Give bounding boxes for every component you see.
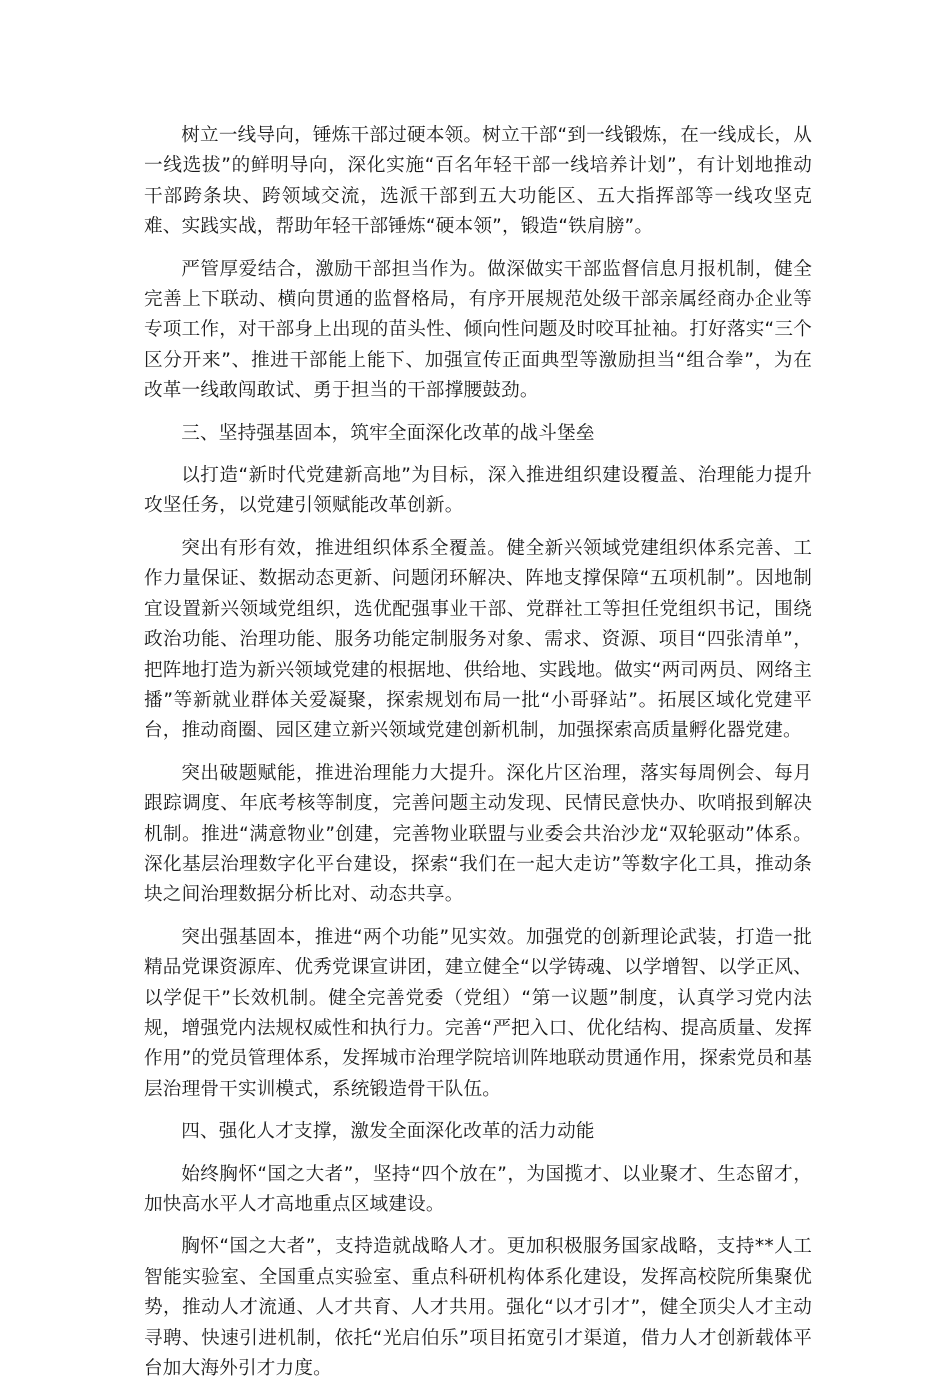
paragraph-section-three-intro: 以打造“新时代党建新高地”为目标，深入推进组织建设覆盖、治理能力提升攻坚任务，以党建引领赋能改革创新。 bbox=[144, 465, 812, 517]
document-body bbox=[144, 121, 812, 1396]
paragraph-strategic-talent: 胸怀“国之大者”，支持造就战略人才。更加积极服务国家战略，支持**人工智能实验室、全国重点实验室、重点科研机构体系化建设，发挥高校院所集聚优势，推动人才流通、人才共育、人才共用。强化“以才引才”，健全顶尖人才主动寻聘、快速引进机制，依托“光启伯乐”项目拓宽引才渠道，借力人才创新载体平台加大海外引才力度。 bbox=[144, 1236, 812, 1380]
paragraph-organization-coverage: 突出有形有效，推进组织体系全覆盖。健全新兴领域党建组织体系完善、工作力量保证、数据动态更新、问题闭环解决、阵地支撑保障“五项机制”。因地制宜设置新兴领域党组织，选优配强事业干部、党群社工等担任党组织书记，围绕政治功能、治理功能、服务功能定制服务对象、需求、资源、项目“四张清单”，把阵地打造为新兴领域党建的根据地、供给地、实践地。做实“两司两员、网络主播”等新就业群体关爱凝聚，探索规划布局一批“小哥驿站”。拓展区域化党建平台，推动商圈、园区建立新兴领域党建创新机制，加强探索高质量孵化器党建。 bbox=[144, 537, 812, 742]
paragraph-two-functions: 突出强基固本，推进“两个功能”见实效。加强党的创新理论武装，打造一批精品党课资源库、优秀党课宣讲团，建立健全“以学铸魂、以学增智、以学正风、以学促干”长效机制。健全完善党委（党组）“第一议题”制度，认真学习党内法规，增强党内法规权威性和执行力。完善“严把入口、优化结构、提高质量、发挥作用”的党员管理体系，发挥城市治理学院培训阵地联动贯通作用，探索党员和基层治理骨干实训模式，系统锻造骨干队伍。 bbox=[144, 926, 812, 1100]
section-heading-four: 四、强化人才支撑，激发全面深化改革的活力动能 bbox=[181, 1121, 595, 1143]
paragraph-frontline-orientation: 树立一线导向，锤炼干部过硬本领。树立干部“到一线锻炼，在一线成长，从一线选拔”的鲜明导向，深化实施“百名年轻干部一线培养计划”，有计划地推动干部跨条块、跨领域交流，选派干部到五大功能区、五大指挥部等一线攻坚克难、实践实战，帮助年轻干部锤炼“硬本领”，锻造“铁肩膀”。 bbox=[144, 125, 812, 238]
paragraph-strict-management: 严管厚爱结合，激励干部担当作为。做深做实干部监督信息月报机制，健全完善上下联动、横向贯通的监督格局，有序开展规范处级干部亲属经商办企业等专项工作，对干部身上出现的苗头性、倾向性问题及时咬耳扯袖。打好落实“三个区分开来”、推进干部能上能下、加强宣传正面典型等激励担当“组合拳”，为在改革一线敢闯敢试、勇于担当的干部撑腰鼓劲。 bbox=[144, 258, 812, 402]
paragraph-governance-capacity: 突出破题赋能，推进治理能力大提升。深化片区治理，落实每周例会、每月跟踪调度、年底考核等制度，完善问题主动发现、民情民意快办、吹哨报到解决机制。推进“满意物业”创建，完善物业联盟与业委会共治沙龙“双轮驱动”体系。深化基层治理数字化平台建设，探索“我们在一起大走访”等数字化工具，推动条块之间治理数据分析比对、动态共享。 bbox=[144, 762, 812, 906]
paragraph-section-four-intro: 始终胸怀“国之大者”，坚持“四个放在”，为国揽才、以业聚才、生态留才，加快高水平人才高地重点区域建设。 bbox=[144, 1163, 812, 1215]
section-heading-three: 三、坚持强基固本，筑牢全面深化改革的战斗堡垒 bbox=[181, 422, 595, 444]
